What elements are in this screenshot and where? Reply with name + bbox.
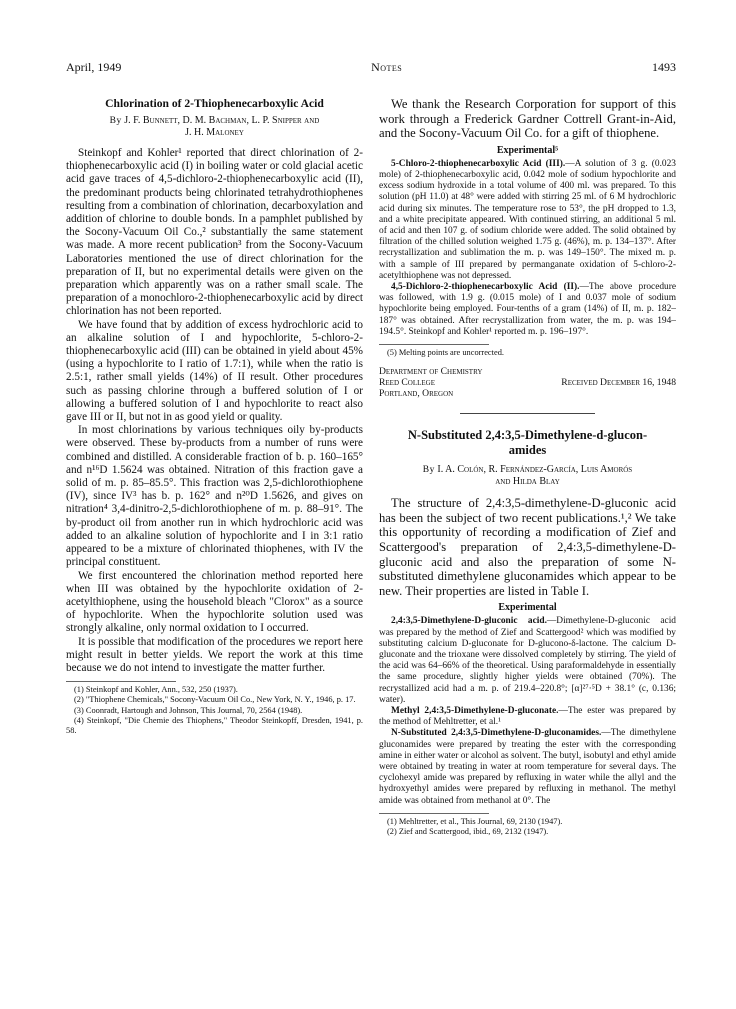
right-column	[379, 97, 676, 837]
affiliation	[379, 366, 676, 399]
experimental-paragraph	[379, 616, 676, 706]
affiliation-city: Portland, Oregon	[379, 388, 454, 400]
left-column	[66, 97, 363, 837]
paragraph: We have found that by addition of excess hydrochloric acid to an alkaline solution of I and hypochlorite, 5-chloro-2-thiophenecarboxylic acid (III) can be obtained in yield about 45% (using a hypochlorite to I ratio of 1.7:1), while when the ratio is 2.5:1, rather small yields (14%) of II result. Other procedures such as passing chlorine through a buffered solution of I or allowing a buffered solution of I and hypochlorite to react also gave III or II, but not in as good yield or quality.	[66, 318, 363, 424]
authors-line-1: J. F. Bunnett, D. M. Bachman, L. P. Snipper and	[124, 115, 320, 126]
compound-label: 5-Chloro-2-thiophenecarboxylic Acid (III).	[391, 158, 566, 169]
footnote: (4) Steinkopf, "Die Chemie des Thiophens," Theodor Steinkopff, Dresden, 1941, p. 58.	[66, 715, 363, 735]
paragraph: It is possible that modification of the procedures we report here might result in better yields. We report the work at this time because we do not intend to investigate the matter further.	[66, 635, 363, 674]
compound-label: N-Substituted 2,4:3,5-Dimethylene-D-gluconamides.	[391, 728, 602, 739]
footnote: (3) Coonradt, Hartough and Johnson, This Journal, 70, 2564 (1948).	[74, 705, 303, 715]
experimental-paragraph	[379, 159, 676, 282]
authors2-line-2: and Hilda Blay	[495, 476, 560, 488]
compound-label: Methyl 2,4:3,5-Dimethylene-D-gluconate.	[391, 706, 559, 717]
experimental-heading-2: Experimental	[498, 602, 557, 614]
footnotes-2	[379, 817, 676, 837]
experimental-paragraph	[379, 282, 676, 338]
procedure-text: —A solution of 3 g. (0.023 mole) of 2-thiophenecarboxylic acid, 0.042 mole of sodium hypochlorite and excess sodium hydroxide in a total volume of 400 ml. was prepared. To this solution (pH 11.0) at 48° were added with stirring 25 ml. of 6 M hydrochloric acid during six minutes. The temperature rose to 53°, the pH dropped to 1.3, and a white precipitate appeared. With continued stirring, an additional 5 ml. of acid and then 107 g. of sodium chloride were added. The solid obtained by filtration of the chilled solution weighed 1.75 g. (46%), m. p. 134–137°. After recrystallization and sublimation the m. p. was 149–150°. The mixed m. p. with a sample of III prepared by permanganate oxidation of 5-chloro-2-acetylthiophene was not depressed.	[379, 158, 676, 281]
compound-label: 4,5-Dichloro-2-thiophenecarboxylic Acid (II).	[391, 282, 580, 293]
experimental-paragraph	[379, 728, 676, 806]
procedure-text: —Dimethylene-D-gluconic acid was prepared by the method of Zief and Scattergood² which was modified by substituting calcium D-gluconate for D-glucono-δ-lactone. The calcium D-gluconate and the trioxane were dissolved completely by stirring. The yield of the acid was 64–66% of the theoretical. Using paraformaldehyde in essentially the same procedure, slightly higher yields were obtained (70%). The recrystallized acid had a m. p. of 219.4–220.8°; [α]²⁷·⁵D + 38.1° (c, 0.136; water).	[379, 616, 676, 705]
byline	[66, 115, 363, 139]
footnote: (2) "Thiophene Chemicals," Socony-Vacuum Oil Co., New York, N. Y., 1946, p. 17.	[74, 695, 356, 705]
procedure-text: —The dimethylene gluconamides were prepared by treating the ester with the corresponding amine in either water or alcohol as solvent. The butyl, isobutyl and ethyl amide were obtained by treating in water at room temperature for several days. The cyclohexyl amide was prepared by refluxing in water while the allyl and the hydroxyethyl amides were prepared by refluxing in methanol. The methyl amide was obtained from methanol at 0°. The	[379, 728, 676, 806]
footnote: (1) Steinkopf and Kohler, Ann., 532, 250 (1937).	[74, 685, 238, 695]
footnotes	[66, 685, 363, 736]
page	[66, 60, 676, 837]
header-date: April, 1949	[66, 60, 122, 74]
title2-line-2: amides	[508, 443, 547, 458]
byline-by: By	[109, 116, 122, 126]
affiliation-department: Department of Chemistry	[379, 366, 483, 378]
experimental-paragraph	[379, 706, 676, 728]
running-head	[66, 60, 676, 75]
header-section: Notes	[371, 60, 403, 74]
authors-line-2: J. H. Maloney	[185, 127, 244, 138]
byline-by: By	[422, 465, 435, 476]
procedure-text: —The above procedure was followed, with 1.9 g. (0.015 mole) of I and 0.037 mole of sodium hypochlorite being employed. Four-tenths of a gram (14%) of II, m. p. 182–187° was obtained. After recrystallization from water, the m. p. was 194–194.5°. Steinkopf and Kohler¹ reported m. p. 196–197°.	[379, 282, 677, 337]
affiliation-college: Reed College	[379, 377, 436, 389]
paragraph: In most chlorinations by various techniques oily by-products were observed. These by-products from a number of runs were combined and distilled. A considerable fraction of b. p. 160–165° and n¹⁶D 1.5624 was obtained. Nitration of this fraction gave a solid of m. p. 85–85.5°. This fraction was 2,5-dichlorothiophene (IV), since IV³ has b. p. 162° and n²⁰D 1.5626, and gives on nitration⁴ 3,4-dinitro-2,5-dichlorothiophene of m. p. 88–91°. The by-product oil from another run in which hydrochloric acid was added to an alkaline solution of hypochlorite and I in 3:1 ratio appeared to be a mixture of chlorinated thiophenes, with IV the principal constituent.	[66, 424, 363, 569]
acknowledgment: We thank the Research Corporation for support of this work through a Frederick Gardner Cottrell Grant-in-Aid, and the Socony-Vacuum Oil Co. for a gift of thiophene.	[379, 97, 676, 141]
procedure-text: —The ester was prepared by the method of Mehltretter, et al.¹	[379, 706, 676, 728]
intro-paragraph: The structure of 2,4:3,5-dimethylene-D-gluconic acid has been the subject of two recent publications.¹,² We take this opportunity of recording a modification of Zief and Scattergood's preparation of 2,4:3,5-dimethylene-D-gluconic acid and also the preparation of some N-substituted dimethylene gluconamides which appear to be new. Their properties are listed in Table I.	[379, 496, 676, 598]
article-title-2	[379, 428, 676, 458]
authors2-line-1: I. A. Colón, R. Fernández-García, Luis Amorós	[437, 464, 633, 476]
footnote: (2) Zief and Scattergood, ibid., 69, 2132 (1947).	[387, 827, 549, 837]
received-date: Received December 16, 1948	[561, 377, 676, 389]
paragraph: Steinkopf and Kohler¹ reported that direct chlorination of 2-thiophenecarboxylic acid (I) in boiling water or cold glacial acetic acid gave traces of 4,5-dichloro-2-thiophenecarboxylic acid (II), the predominant products being chlorinated tetrahydrothiophenes resulting from a combination of chlorination, decarboxylation and addition of chlorine to double bonds. In a pamphlet published by the Socony-Vacuum Oil Co.,² substantially the same statement was made. A more recent publication³ from the Socony-Vacuum Laboratories mentioned the use of direct chlorination for the preparation of II, but no experimental details were given on the preparation which apparently was on a rather small scale. The preparation of a monochloro-2-thiophenecarboxylic acid by direct chlorination has not been reported.	[66, 147, 363, 318]
footnote: (1) Mehltretter, et al., This Journal, 69, 2130 (1947).	[387, 816, 563, 826]
title2-line-1: N-Substituted 2,4:3,5-Dimethylene-d-glucon-	[407, 428, 648, 443]
footnote: (5) Melting points are uncorrected.	[387, 348, 504, 358]
section-divider	[460, 413, 595, 414]
compound-label: 2,4:3,5-Dimethylene-D-gluconic acid.	[391, 616, 547, 627]
byline-2	[379, 464, 676, 488]
article-title: Chlorination of 2-Thiophenecarboxylic Acid	[105, 97, 324, 110]
experimental-heading: Experimental⁵	[496, 144, 559, 156]
paragraph: We first encountered the chlorination method reported here when III was obtained by the hypochlorite oxidation of 2-acetylthiophene, using the household bleach "Clorox" as a source of hypochlorite. When the hypochlorite solution used was strongly alkaline, only normal oxidation to I occurred.	[66, 569, 363, 635]
page-number: 1493	[651, 60, 676, 74]
